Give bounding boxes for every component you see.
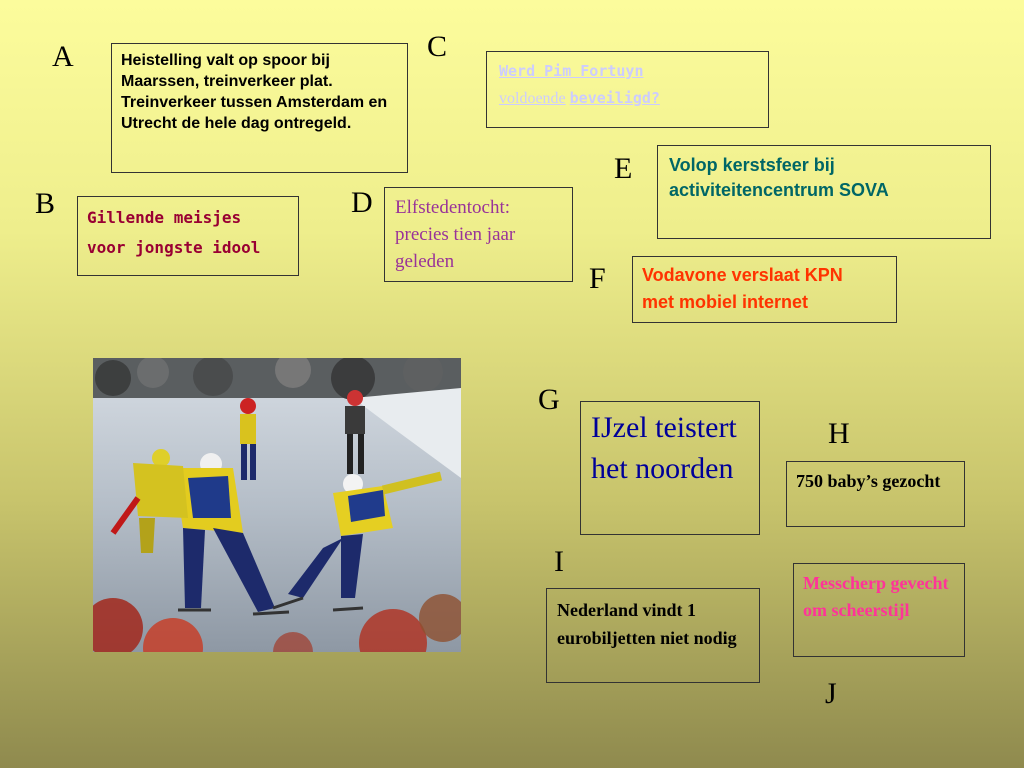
headline-b-line2: voor jongste idool: [87, 238, 261, 257]
headline-j-text: Messcherp gevecht om scheerstijl: [803, 573, 949, 620]
headline-d-text: Elfstedentocht: precies tien jaar geleden: [395, 197, 516, 272]
headline-box-e: [657, 145, 991, 239]
label-d: D: [351, 186, 373, 219]
headline-g-text: IJzel teistert het noorden: [591, 411, 737, 485]
headline-box-g: [580, 401, 760, 535]
headline-box-c[interactable]: [486, 51, 769, 128]
headline-box-j: [793, 563, 965, 657]
label-h: H: [828, 417, 850, 450]
headline-c-link-word[interactable]: voldoende: [499, 90, 566, 107]
headline-f-line1: Vodavone verslaat KPN: [642, 265, 843, 285]
label-i: I: [554, 545, 564, 578]
headline-box-h: [786, 461, 965, 527]
speed-skaters-photo: [93, 358, 461, 652]
headline-box-a: [111, 43, 408, 173]
headline-box-i: [546, 588, 760, 683]
label-j: J: [825, 677, 837, 710]
label-b: B: [35, 187, 56, 220]
headline-b-line1: Gillende meisjes: [87, 208, 242, 227]
headline-box-b: [77, 196, 299, 276]
speed-skaters-illustration: [93, 358, 461, 652]
headline-h-text: 750 baby’s gezocht: [796, 471, 941, 491]
headline-c-link-line1[interactable]: Werd Pim Fortuyn: [499, 62, 644, 80]
headline-e-text: Volop kerstsfeer bij activiteitencentrum SOVA: [669, 155, 889, 200]
headline-box-f: [632, 256, 897, 323]
headline-a-text: Heistelling valt op spoor bij Maarssen, treinverkeer plat. Treinverkeer tussen Amsterdam en Utrecht de hele dag ontregeld.: [121, 52, 388, 132]
label-f: F: [589, 262, 606, 295]
label-g: G: [538, 383, 560, 416]
label-e: E: [614, 152, 633, 185]
headline-box-d: [384, 187, 573, 282]
headline-f-line2: met mobiel internet: [642, 292, 809, 312]
headline-c-link-word2[interactable]: beveiligd?: [569, 89, 660, 107]
headline-i-text: Nederland vindt 1 eurobiljetten niet nodig: [557, 600, 737, 648]
label-c: C: [427, 30, 448, 63]
label-a: A: [52, 40, 74, 73]
